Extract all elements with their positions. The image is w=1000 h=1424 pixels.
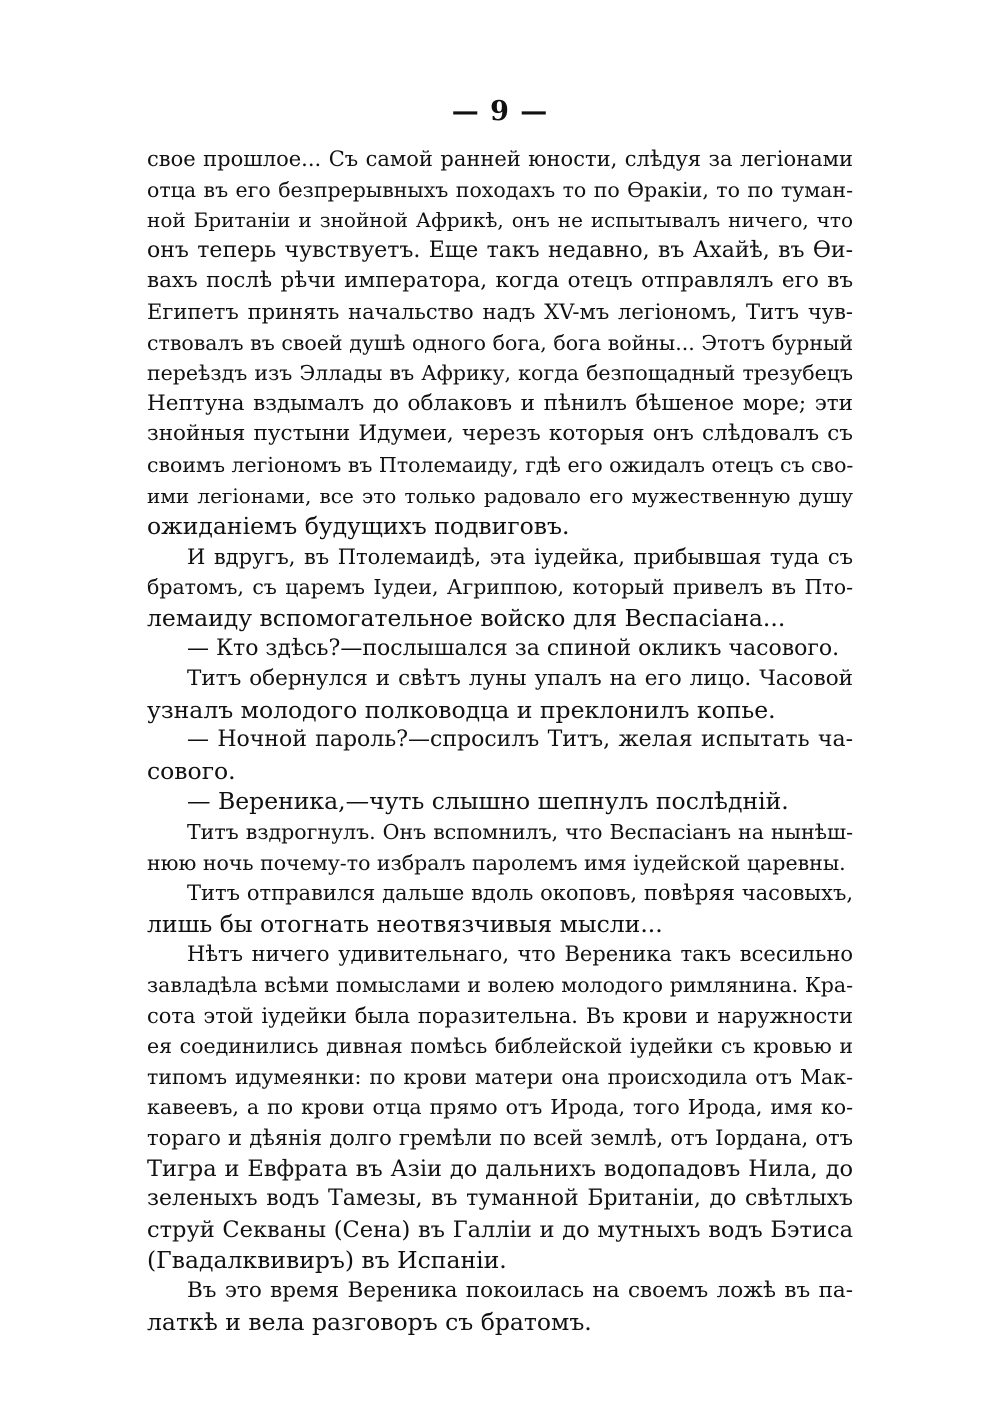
text-line: Титъ вздрогнулъ. Онъ вспомнилъ, что Веспасіанъ на нынѣш- — [187, 820, 853, 845]
text-line: — Кто здѣсь?—послышался за спиной окликъ часового. — [187, 635, 840, 661]
text-line: знойныя пустыни Идумеи, черезъ которыя онъ слѣдовалъ съ — [147, 421, 853, 447]
body-text — [147, 144, 853, 1337]
text-line: Титъ отправился дальше вдоль окоповъ, повѣряя часовыхъ, — [187, 881, 853, 906]
text-line: типомъ идумеянки: по крови матери она происходила отъ Мак- — [147, 1064, 853, 1089]
text-line: ствовалъ въ своей душѣ одного бога, бога войны... Этотъ бурный — [147, 330, 853, 355]
text-line: Нептуна вздымалъ до облаковъ и пѣнилъ бѣшеное море; эти — [147, 390, 853, 416]
text-line: Нѣтъ ничего удивительнаго, что Вереника такъ всесильно — [187, 942, 853, 967]
text-line: зеленыхъ водъ Тамезы, въ туманной Британіи, до свѣтлыхъ — [147, 1186, 853, 1212]
text-line: отца въ его безпрерывныхъ походахъ то по Ѳракіи, то по туман- — [147, 177, 853, 202]
text-line: переѣздъ изъ Эллады въ Африку, когда безпощадный трезубецъ — [147, 361, 853, 386]
text-line: лишь бы отогнать неотвязчивыя мысли... — [147, 909, 663, 938]
text-line: ожиданіемъ будущихъ подвиговъ. — [147, 512, 570, 541]
text-line: ими легіонами, все это только радовало его мужественную душу — [147, 483, 853, 508]
text-line: Въ это время Вереника покоилась на своемъ ложѣ въ па- — [187, 1277, 853, 1303]
text-line: завладѣла всѣми помыслами и волею молодого римлянина. Кра- — [147, 973, 853, 998]
text-line: латкѣ и вела разговоръ съ братомъ. — [147, 1307, 592, 1336]
text-line: Тигра и Евфрата въ Азіи до дальнихъ водопадовъ Нила, до — [147, 1155, 853, 1182]
text-line: ной Британіи и знойной Африкѣ, онъ не испытывалъ ничего, что — [147, 208, 853, 233]
text-line: — Ночной пароль?—спросилъ Титъ, желая испытать ча- — [187, 727, 853, 753]
text-line: Титъ обернулся и свѣтъ луны упалъ на его лицо. Часовой — [187, 666, 853, 692]
text-line: сота этой іудейки была поразительна. Въ крови и наружности — [147, 1003, 853, 1028]
text-line: Египетъ принять начальство надъ XV-мъ легіономъ, Титъ чув- — [147, 299, 853, 324]
text-line: — Вереника,—чуть слышно шепнулъ послѣдній. — [187, 787, 789, 816]
page-number: — 9 — — [451, 96, 549, 127]
text-line: И вдругъ, въ Птолемаидѣ, эта іудейка, прибывшая туда съ — [187, 544, 853, 569]
text-line: вахъ послѣ рѣчи императора, когда отецъ отправлялъ его въ — [147, 268, 853, 294]
text-line: ея соединились дивная помѣсь библейской іудейки съ кровью и — [147, 1034, 853, 1059]
text-line: лемаиду вспомогательное войско для Веспасіана... — [147, 603, 786, 632]
text-line: своимъ легіономъ въ Птолемаиду, гдѣ его ожидалъ отецъ съ сво- — [147, 452, 853, 477]
text-line: тораго и дѣянія долго гремѣли по всей землѣ, отъ Іордана, отъ — [147, 1126, 853, 1150]
text-line: нюю ночь почему-то избралъ паролемъ имя іудейской царевны. — [147, 850, 846, 875]
text-line: свое прошлое... Съ самой ранней юности, слѣдуя за легіонами — [147, 147, 853, 171]
text-line: узналъ молодого полководца и преклонилъ копье. — [147, 695, 776, 724]
text-line: струй Секваны (Сена) въ Галліи и до мутныхъ водъ Бэтиса — [147, 1216, 853, 1243]
text-line: братомъ, съ царемъ Іудеи, Агриппою, который привелъ въ Пто- — [147, 575, 853, 600]
text-line: сового. — [147, 756, 236, 785]
text-line: (Гвадалквивиръ) въ Испаніи. — [147, 1246, 507, 1275]
text-line: онъ теперь чувствуетъ. Еще такъ недавно, въ Ахайѣ, въ Ѳи- — [147, 237, 853, 263]
text-line: кавеевъ, а по крови отца прямо отъ Ирода, того Ирода, имя ко- — [147, 1095, 853, 1120]
